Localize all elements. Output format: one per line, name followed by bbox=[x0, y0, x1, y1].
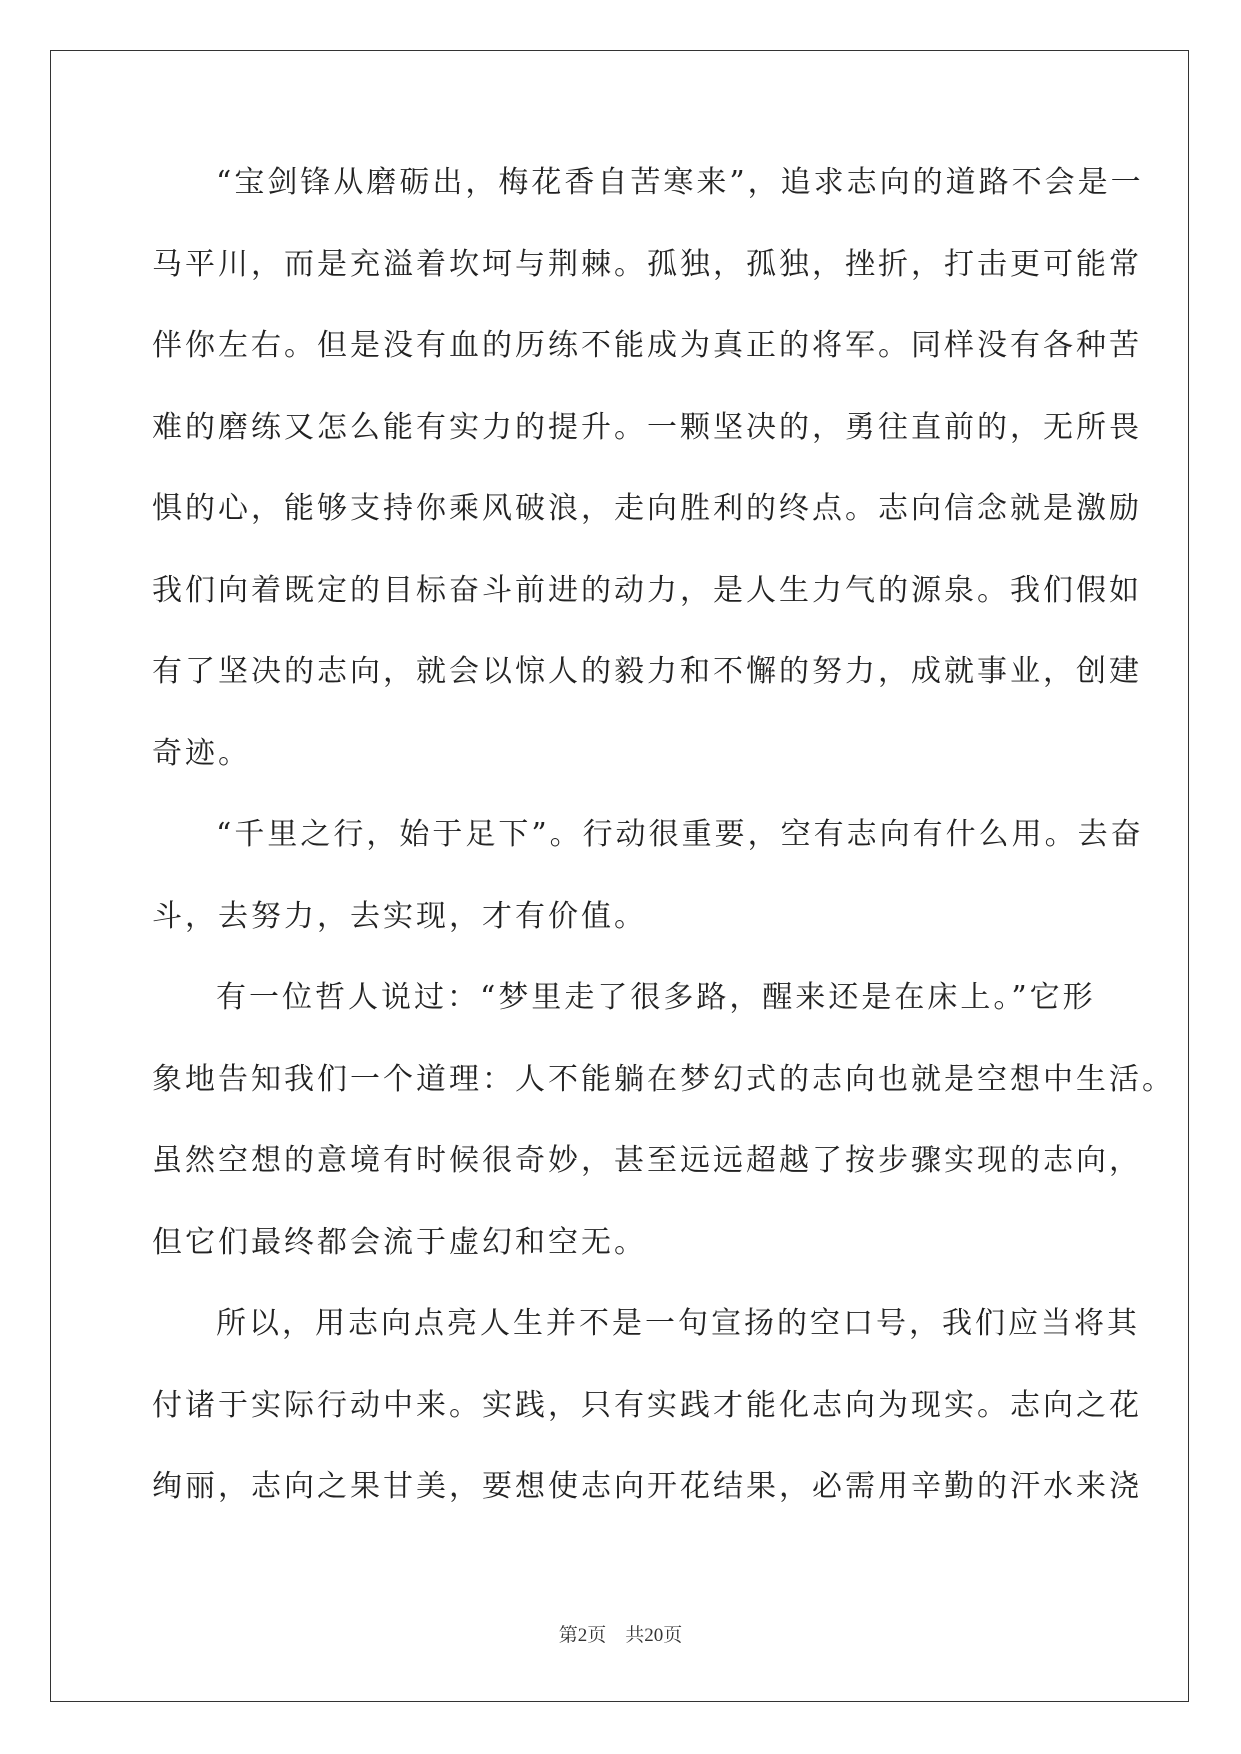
paragraph-1-line-5: 惧的心，能够支持你乘风破浪，走向胜利的终点。志向信念就是激励 bbox=[152, 491, 1142, 526]
paragraph-1-line-1: “宝剑锋从磨砺出，梅花香自苦寒来”，追求志向的道路不会是一 bbox=[216, 165, 1144, 200]
paragraph-1-line-2: 马平川，而是充溢着坎坷与荆棘。孤独，孤独，挫折，打击更可能常 bbox=[152, 246, 1142, 282]
paragraph-1-line-8: 奇迹。 bbox=[152, 735, 251, 771]
paragraph-2-line-1: “千里之行，始于足下”。行动很重要，空有志向有什么用。去奋 bbox=[216, 817, 1144, 852]
paragraph-3-line-2: 象地告知我们一个道理：人不能躺在梦幻式的志向也就是空想中生活。 bbox=[152, 1061, 1175, 1097]
paragraph-3-line-4: 但它们最终都会流于虚幻和空无。 bbox=[152, 1224, 647, 1260]
paragraph-1-line-6: 我们向着既定的目标奋斗前进的动力，是人生力气的源泉。我们假如 bbox=[152, 572, 1142, 608]
paragraph-1-line-4: 难的磨练又怎么能有实力的提升。一颗坚决的，勇往直前的，无所畏 bbox=[152, 409, 1142, 445]
document-body bbox=[152, 160, 1175, 1546]
paragraph-4-line-1: 所以，用志向点亮人生并不是一句宣扬的空口号，我们应当将其 bbox=[216, 1306, 1140, 1341]
paragraph-1-line-3: 伴你左右。但是没有血的历练不能成为真正的将军。同样没有各种苦 bbox=[152, 328, 1142, 363]
paragraph-2-line-2: 斗，去努力，去实现，才有价值。 bbox=[152, 898, 647, 934]
page-number: 第2页 bbox=[558, 1625, 607, 1646]
page-footer bbox=[0, 1620, 1241, 1647]
paragraph-3-line-3: 虽然空想的意境有时候很奇妙，甚至远远超越了按步骤实现的志向， bbox=[152, 1143, 1142, 1178]
paragraph-1-line-7: 有了坚决的志向，就会以惊人的毅力和不懈的努力，成就事业，创建 bbox=[152, 654, 1142, 689]
page-total: 共20页 bbox=[625, 1625, 683, 1646]
paragraph-4-line-3: 绚丽，志向之果甘美，要想使志向开花结果，必需用辛勤的汗水来浇 bbox=[152, 1469, 1142, 1504]
paragraph-3-line-1: 有一位哲人说过：“梦里走了很多路，醒来还是在床上。”它形 bbox=[216, 980, 1096, 1015]
paragraph-4-line-2: 付诸于实际行动中来。实践，只有实践才能化志向为现实。志向之花 bbox=[152, 1387, 1142, 1423]
